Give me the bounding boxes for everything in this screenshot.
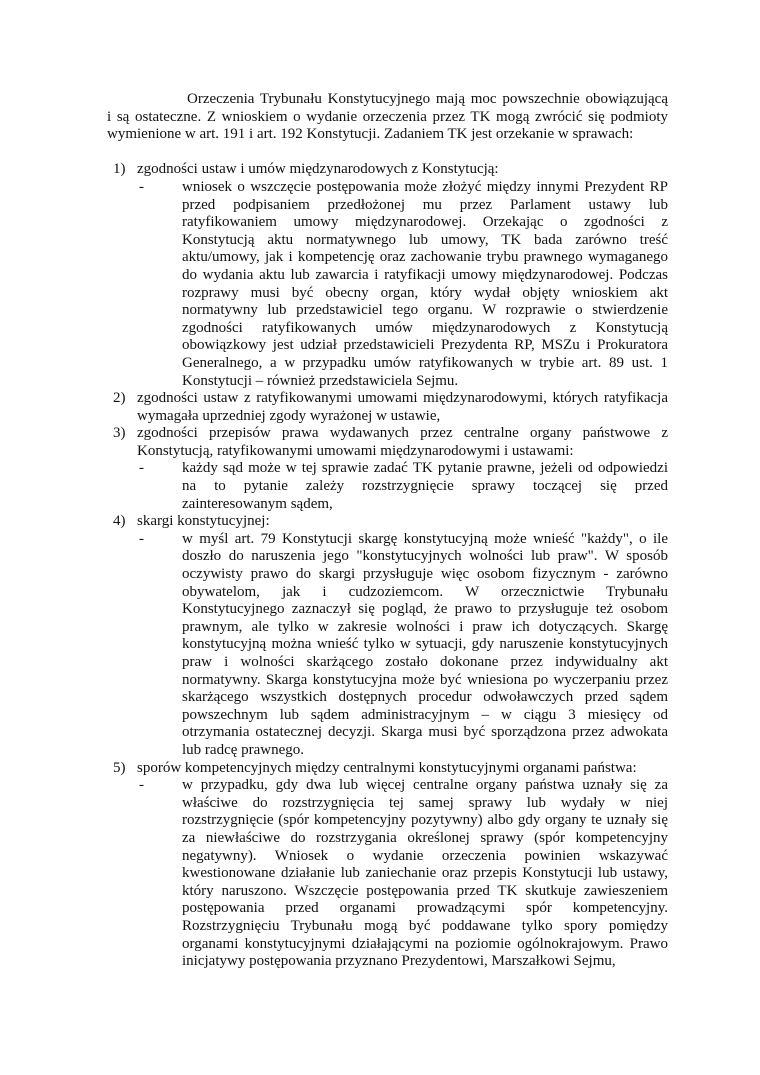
line-text: Konstytucją, ratyfikowanymi umowami międzynarodowymi i ustawami:	[137, 442, 574, 459]
line-text: za niewłaściwe do rozstrzygania określonej sprawy (spór kompetencyjny	[182, 829, 668, 846]
line-text: konstytucyjną można wnieść tylko w sytuacji, gdy naruszenie konstytucyjnych	[182, 636, 668, 653]
line-text: który naruszono. Wszczęcie postępowania przed TK skutkuje zawieszeniem	[182, 882, 668, 899]
line-text: przed podpisaniem przedłożonej mu przez Parlament ustawy lub	[182, 196, 668, 213]
line-text: Konstytucyjnego zaznaczył się pogląd, że prawo to przysługuje też osobom	[182, 601, 668, 618]
list-number: 3)	[113, 425, 126, 442]
sub-bullet	[0, 777, 760, 971]
line-text: zgodności ustaw i umów międzynarodowych z Konstytucją:	[137, 161, 499, 178]
line-text: ratyfikowaniem umowy międzynarodowej. Orzekając o zgodności z	[182, 214, 668, 231]
line-text: negatywny). Wniosek o wydanie orzeczenia powinien wskazywać	[182, 847, 668, 864]
bullet-dash: -	[139, 460, 144, 477]
text-line	[0, 425, 760, 443]
text-line	[0, 285, 760, 303]
list-number: 4)	[113, 513, 126, 530]
bullet-dash: -	[139, 777, 144, 794]
text-line	[0, 91, 760, 109]
text-line	[0, 390, 760, 408]
line-text: zgodności przepisów prawa wydawanych przez centralne organy państwowe z	[137, 425, 668, 442]
list-item	[0, 390, 760, 425]
line-text: postępowania przed organami prowadzącymi spór kompetencyjny.	[182, 900, 668, 917]
sub-bullet	[0, 531, 760, 760]
list-number: 2)	[113, 390, 126, 407]
text-line	[0, 126, 760, 144]
list-item	[0, 760, 760, 971]
text-line	[0, 214, 760, 232]
list-number: 5)	[113, 759, 126, 776]
list-item	[0, 513, 760, 759]
text-line	[0, 267, 760, 285]
line-text: zgodności ratyfikowanych umów międzynarodowych z Konstytucją	[182, 319, 668, 336]
line-text: normatywny lub przedstawiciel tego organu. W rozprawie o stwierdzenie	[182, 302, 668, 319]
text-line	[0, 953, 760, 971]
text-line	[0, 496, 760, 514]
text-line	[0, 302, 760, 320]
line-text: inicjatywy postępowania przyznano Prezydentowi, Marszałkowi Sejmu,	[182, 953, 616, 970]
line-text: do wydania aktu lub zawarcia i ratyfikacji umowy międzynarodowej. Podczas	[182, 266, 668, 283]
text-line	[0, 918, 760, 936]
line-text: właściwe do rozstrzygnięcia tej samej sprawy lub wydały w niej	[182, 794, 668, 811]
intro-paragraph	[0, 91, 760, 144]
line-text: zgodności ustaw z ratyfikowanymi umowami międzynarodowymi, których ratyfikacja	[137, 390, 668, 407]
line-text: doszło do naruszenia jego "konstytucyjnych wolności lub praw". W sposób	[182, 548, 668, 565]
line-text: w myśl art. 79 Konstytucji skargę konstytucyjną może wnieść "każdy", o ile	[182, 530, 668, 547]
line-text: kwestionowane działanie lub zaniechanie oraz przepis Konstytucji lub ustawy,	[182, 865, 668, 882]
text-line	[0, 760, 760, 778]
text-line	[0, 848, 760, 866]
line-text: praw i wolności skarżącego zostało dokonane przez indywidualny akt	[182, 654, 668, 670]
sub-bullet	[0, 460, 760, 513]
text-line	[0, 443, 760, 461]
list-item	[0, 425, 760, 513]
line-text: obowiązkowy jest udział przedstawicieli Prezydenta RP, MSZu i Prokuratora	[182, 337, 668, 354]
text-line	[0, 373, 760, 391]
text-line	[0, 513, 760, 531]
text-line	[0, 777, 760, 795]
line-text: sporów kompetencyjnych między centralnymi konstytucyjnymi organami państwa:	[137, 759, 637, 776]
text-line	[0, 724, 760, 742]
text-line	[0, 337, 760, 355]
bullet-dash: -	[139, 530, 144, 547]
text-line	[0, 636, 760, 654]
line-text: Rozstrzygnięciu Trybunału mogą być poddawane tylko spory pomiędzy	[182, 917, 668, 934]
line-text: Konstytucją aktu normatywnego lub umowy, TK bada zarówno treść	[182, 231, 668, 248]
text-line	[0, 232, 760, 250]
line-text: skarżącego wszystkich dostępnych procedur odwoławczych przed sądem	[182, 689, 668, 706]
line-text: Konstytucji – również przedstawiciela Sejmu.	[182, 372, 459, 389]
text-line	[0, 109, 760, 127]
line-text: wymagała uprzedniej zgody wyrażonej w ustawie,	[137, 407, 441, 424]
text-line	[0, 179, 760, 197]
text-line	[0, 865, 760, 883]
text-line	[0, 460, 760, 478]
text-line	[0, 936, 760, 954]
text-line	[0, 531, 760, 549]
line-text: rozstrzygnięcie (spór kompetencyjny pozytywny) albo gdy organy te uznały się	[182, 812, 668, 829]
list-number: 1)	[113, 161, 126, 178]
text-line	[0, 249, 760, 267]
text-line	[0, 883, 760, 901]
text-line	[0, 478, 760, 496]
text-line	[0, 601, 760, 619]
document-page	[0, 91, 760, 971]
text-line	[0, 161, 760, 179]
list-item	[0, 161, 760, 390]
line-text: lub radcę prawnego.	[182, 741, 305, 758]
line-text: w przypadku, gdy dwa lub więcej centralne organy państwa uznały się za	[182, 777, 668, 794]
numbered-list	[0, 161, 760, 970]
bullet-dash: -	[139, 178, 144, 195]
text-line	[0, 900, 760, 918]
text-line	[0, 548, 760, 566]
text-line	[0, 742, 760, 760]
line-text: Generalnego, a w przypadku umów ratyfikowanych w trybie art. 89 ust. 1	[182, 354, 668, 371]
blank-line	[0, 144, 760, 162]
text-line	[0, 689, 760, 707]
line-text: aktu/umowy, jak i kompetencję oraz zachowanie trybu prawnego wymaganego	[182, 249, 668, 266]
text-line	[0, 795, 760, 813]
line-text: obywatelom, jak i cudzoziemcom. W orzecznictwie Trybunału	[182, 583, 668, 600]
text-line	[0, 812, 760, 830]
text-line	[0, 566, 760, 584]
text-line	[0, 672, 760, 690]
text-line	[0, 654, 760, 672]
line-text: powszechnym lub sądem administracyjnym – w ciągu 3 miesięcy od	[182, 706, 668, 723]
line-text: każdy sąd może w tej sprawie zadać TK pytanie prawne, jeżeli od odpowiedzi	[182, 460, 668, 477]
line-text: zainteresowanym sądem,	[182, 495, 333, 512]
text-line	[0, 830, 760, 848]
line-text: organami konstytucyjnymi działającymi na poziomie ogólnokrajowym. Prawo	[182, 935, 668, 952]
text-line	[0, 584, 760, 602]
line-text: normatywny. Skarga konstytucyjna może być wniesiona po wyczerpaniu przez	[182, 671, 668, 688]
line-text: i są ostateczne. Z wnioskiem o wydanie orzeczenia przez TK mogą zwrócić się podmioty	[107, 108, 668, 125]
sub-bullet	[0, 179, 760, 390]
line-text: rozprawy musi być obecny organ, który wydał objęty wnioskiem akt	[182, 284, 668, 301]
line-text: prawnym, ale tylko w zakresie wolności i praw ich dotyczących. Skargę	[182, 618, 668, 635]
line-text: na to pytanie zależy rozstrzygnięcie sprawy toczącej się przed	[182, 478, 668, 495]
line-text: wymienione w art. 191 i art. 192 Konstytucji. Zadaniem TK jest orzekanie w sprawach:	[107, 126, 634, 143]
line-text: oczywisty prawo do skargi przysługuje więc osobom fizycznym - zarówno	[182, 566, 668, 583]
line-text: Orzeczenia Trybunału Konstytucyjnego mają moc powszechnie obowiązującą	[187, 91, 668, 107]
line-text: wniosek o wszczęcie postępowania może złożyć między innymi Prezydent RP	[182, 178, 668, 195]
text-line	[0, 707, 760, 725]
text-line	[0, 320, 760, 338]
text-line	[0, 408, 760, 426]
text-line	[0, 619, 760, 637]
text-line	[0, 197, 760, 215]
line-text: skargi konstytucyjnej:	[137, 513, 270, 530]
text-line	[0, 355, 760, 373]
line-text: otrzymania ostatecznej decyzji. Skarga musi być sporządzona przez adwokata	[182, 724, 668, 741]
